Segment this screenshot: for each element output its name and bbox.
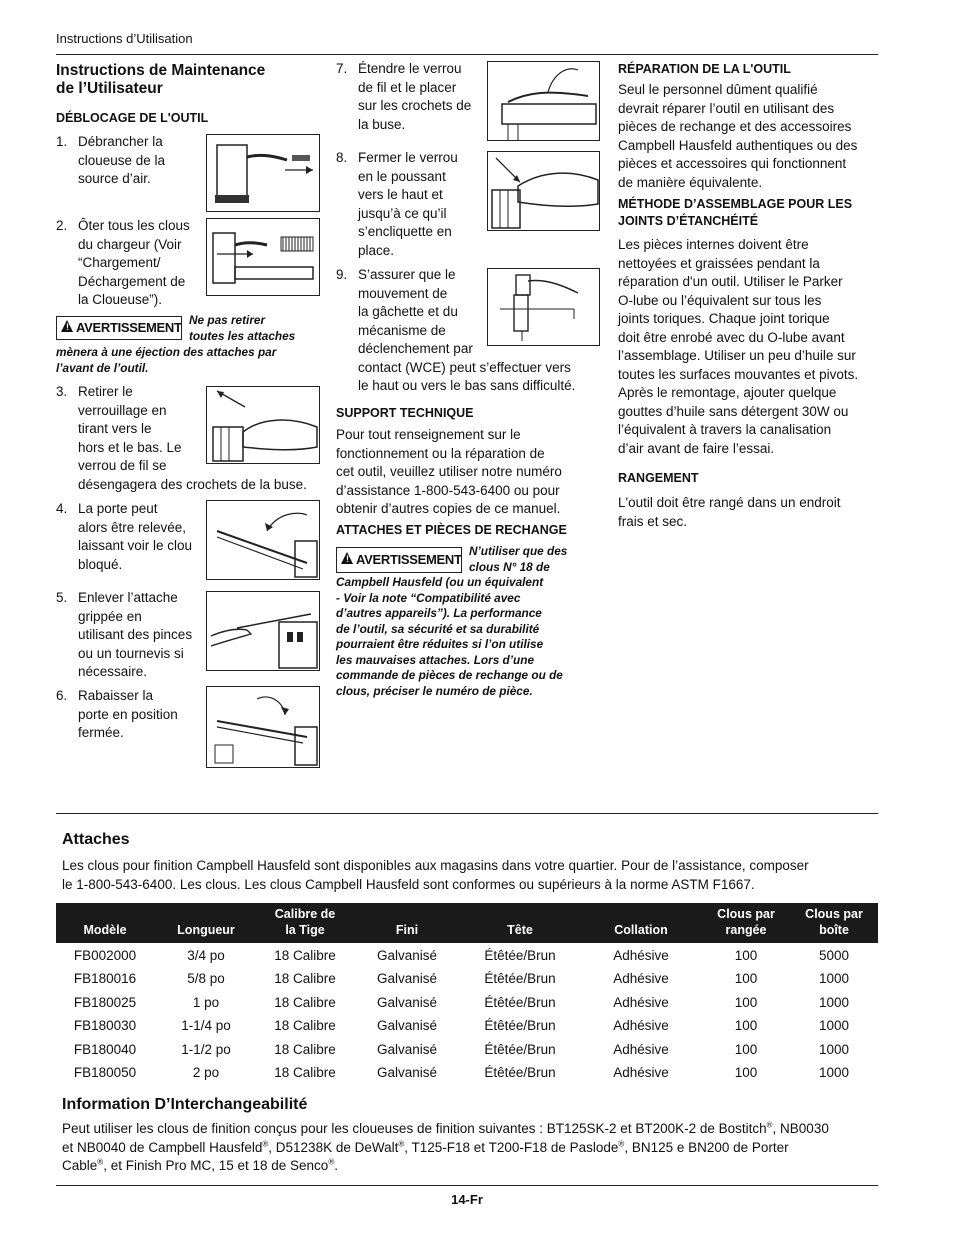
table-cell: Étêtée/Brun (484, 1041, 556, 1057)
warning-text-1: Ne pas retirer toutes les attaches (189, 313, 296, 343)
table-cell: 2 po (192, 1065, 220, 1080)
illustration-remove-nails (206, 218, 320, 296)
table-cell: 18 Calibre (274, 971, 336, 987)
illustration-release-latch (206, 386, 320, 464)
table-cell: Galvanisé (376, 948, 438, 963)
illustration-close-latch (487, 151, 600, 231)
step-number: 7. (336, 61, 348, 76)
warning-triangle-icon: ! (341, 552, 353, 564)
attaches-text: Les clous pour finition Campbell Hausfeld sont disponibles aux magasins dans votre quartier. Pour de l’assistance, composer le 1-800-543-6400. Les clous. Les clous Campbell Hausfeld sont conformes ou supérieurs à la norme ASTM F1667. (62, 858, 809, 892)
table-cell: 1 po (192, 994, 220, 1010)
table-cell: 100 (734, 948, 758, 963)
step-number: 3. (56, 384, 68, 399)
table-cell: Galvanisé (376, 1018, 438, 1034)
warning-text-2b: Campbell Hausfeld (ou un équivalent - Voir la note “Compatibilité avec d’autres appareils”). La performance de l’outil, sa sécurité et sa durabilité pourraient être réduites si l’on utilise les mauvaises attaches. Lors d’une commande de pièces de rechange ou de clous, préciser le numéro de pièce. (336, 575, 563, 698)
support-heading: SUPPORT TECHNIQUE (336, 406, 474, 420)
storage-text: L'outil doit être rangé dans un endroit frais et sec. (618, 495, 841, 529)
table-cell: Galvanisé (376, 994, 438, 1010)
step-number: 2. (56, 218, 68, 233)
attaches-title: Attaches (62, 831, 130, 848)
page-number: 14-Fr (451, 1192, 483, 1207)
table-header-cell: Clous par rangée (717, 907, 775, 937)
step-number: 6. (56, 688, 68, 703)
table-cell: Adhésive (613, 948, 669, 963)
table-cell: Étêtée/Brun (484, 994, 556, 1010)
step-text: Rabaisser la porte en position fermée. (78, 688, 178, 740)
table-cell: FB180016 (73, 971, 137, 987)
storage-heading: RANGEMENT (618, 471, 699, 485)
warning-text-1b: mènera à une éjection des attaches par l’avant de l’outil. (56, 345, 277, 375)
table-header-cell: Calibre de la Tige (274, 907, 336, 937)
table-cell: Étêtée/Brun (484, 1018, 556, 1034)
support-text: Pour tout renseignement sur le fonctionnement ou la réparation de cet outil, veuillez utiliser notre numéro d’assistance 1-800-543-6400 ou pour obtenir d’autres copies de ce manuel. (336, 427, 562, 516)
illustration-open-door (206, 500, 320, 580)
table-cell: Galvanisé (376, 1041, 438, 1057)
table-cell: 1000 (818, 1018, 850, 1034)
table-header-cell: Collation (614, 922, 668, 937)
table-header-cell: Fini (395, 922, 419, 937)
step-number: 1. (56, 134, 68, 149)
illustration-trigger-check (487, 268, 600, 346)
parts-heading: ATTACHES ET PIÈCES DE RECHANGE (336, 523, 567, 537)
table-cell: 100 (734, 1065, 758, 1080)
table-header-cell: Tête (507, 922, 533, 937)
warning-triangle-icon: ! (61, 320, 73, 332)
table-cell: 18 Calibre (274, 948, 336, 963)
table-cell: 18 Calibre (274, 1065, 336, 1080)
step-number: 4. (56, 501, 68, 516)
step-number: 8. (336, 150, 348, 165)
table-cell: 100 (734, 994, 758, 1010)
table-cell: FB180040 (73, 1041, 137, 1057)
table-cell: Galvanisé (376, 1065, 438, 1080)
step-number: 9. (336, 267, 348, 282)
step-text: La porte peut alors être relevée, laissant voir le clou bloqué. (78, 501, 193, 572)
illustration-pliers (206, 591, 320, 671)
table-cell: Étêtée/Brun (484, 971, 556, 987)
table-cell: 100 (734, 1018, 758, 1034)
table-cell: 18 Calibre (274, 994, 336, 1010)
table-cell: Galvanisé (376, 971, 438, 987)
repair-heading: RÉPARATION DE LA L'OUTIL (618, 62, 791, 76)
table-cell: 1000 (818, 1065, 850, 1080)
table-cell: 1000 (818, 994, 850, 1010)
section-rule (56, 813, 878, 814)
table-cell: Adhésive (613, 1018, 669, 1034)
table-cell: 18 Calibre (274, 1018, 336, 1034)
assembly-heading: MÉTHODE D’ASSEMBLAGE POUR LES JOINTS D’ÉTANCHÉITÉ (618, 197, 853, 228)
table-cell: 1-1/2 po (181, 1041, 231, 1057)
table-cell: 18 Calibre (274, 1041, 336, 1057)
table-header-cell: Clous par boîte (805, 907, 863, 937)
step-text: Ôter tous les clous du chargeur (Voir “Chargement/ Déchargement de la Cloueuse”). (78, 218, 190, 307)
running-title: Instructions d’Utilisation (56, 31, 193, 46)
table-cell: FB180030 (73, 1018, 137, 1034)
assembly-text: Les pièces internes doivent être nettoyées et graissées pendant la réparation d'un outil. Utiliser le Parker O-lube ou l’équivalent sur tous les joints toriques. Chaque joint torique doit être enrobé avec du O-lube avant l’assemblage. Utiliser un peu d’huile sur toutes les surfaces mouvantes et pivots. Après le remontage, ajouter quelque gouttes d’huile sans détergent 30W ou l’équivalent à travers la canalisation d’air avant de faire l’essai. (618, 237, 859, 456)
table-cell: 1000 (818, 1041, 850, 1057)
table-cell: Adhésive (613, 1041, 669, 1057)
step-text: Étendre le verrou de fil et le placer sur les crochets de la buse. (358, 61, 472, 132)
table-cell: Adhésive (613, 971, 669, 987)
table-cell: 100 (734, 971, 758, 987)
deblocage-heading: DÉBLOCAGE DE L'OUTIL (56, 111, 209, 125)
table-cell: Étêtée/Brun (484, 1065, 556, 1080)
warning-badge-1: ! AVERTISSEMENT (56, 316, 182, 340)
table-header-cell: Modèle (83, 922, 127, 937)
table-header-cell: Longueur (177, 922, 235, 937)
table-cell: 5/8 po (187, 971, 225, 987)
table-cell: Étêtée/Brun (484, 948, 556, 963)
step-text: Retirer le verrouillage en tirant vers le hors et le bas. Le verrou de fil se désengagera des crochets de la buse. (78, 384, 307, 492)
illustration-disconnect (206, 134, 320, 212)
maintenance-title: Instructions de Maintenance de l’Utilisateur (56, 62, 266, 97)
interchange-text: Peut utiliser les clous de finition conçus pour les cloueuses de finition suivantes : BT125SK-2 et BT200K-2 de Bostitch®, NB0030 et NB0040 de Campbell Hausfeld®, D51238K de DeWalt®, T125-F18 et T200-F18 de Paslode®, BN125 e BN200 de Porter Cable®, et Finish Pro MC, 15 et 18 de Senco®. (62, 1120, 829, 1173)
table-cell: 1000 (818, 971, 850, 987)
step-text: Débrancher la cloueuse de la source d’air. (78, 134, 166, 186)
table-cell: Adhésive (613, 994, 669, 1010)
repair-text: Seul le personnel dûment qualifié devrait réparer l’outil en utilisant des pièces de rechange et des accessoires Campbell Hausfeld authentiques ou des pièces et accessoires qui fonctionnent de manière équivalente. (618, 82, 858, 190)
table-cell: 5000 (818, 948, 850, 963)
footer-rule (56, 1185, 878, 1186)
warning-text-2: N’utiliser que des clous N° 18 de (469, 544, 568, 574)
header-rule (56, 54, 878, 55)
table-cell: Adhésive (613, 1065, 669, 1080)
table-cell: 3/4 po (187, 948, 225, 963)
table-cell: FB002000 (73, 948, 137, 963)
interchange-title: Information D’Interchangeabilité (62, 1096, 308, 1113)
table-cell: 100 (734, 1041, 758, 1057)
step-text: Enlever l’attache grippée en utilisant des pinces ou un tournevis si nécessaire. (78, 590, 193, 679)
illustration-close-door (206, 686, 320, 768)
table-cell: 1-1/4 po (181, 1018, 231, 1034)
table-cell: FB180025 (73, 994, 137, 1010)
step-number: 5. (56, 590, 68, 605)
step-text: S’assurer que le mouvement de la gâchette et du mécanisme de déclenchement par contact (WCE) peut s’effectuer vers le haut ou vers le bas sans difficulté. (358, 267, 576, 393)
step-text: Fermer le verrou en le poussant vers le haut et jusqu’à ce qu’il s’encliquette en place. (358, 150, 458, 258)
illustration-extend-latch (487, 61, 600, 141)
warning-badge-2: ! AVERTISSEMENT (336, 547, 462, 573)
table-cell: FB180050 (73, 1065, 137, 1080)
